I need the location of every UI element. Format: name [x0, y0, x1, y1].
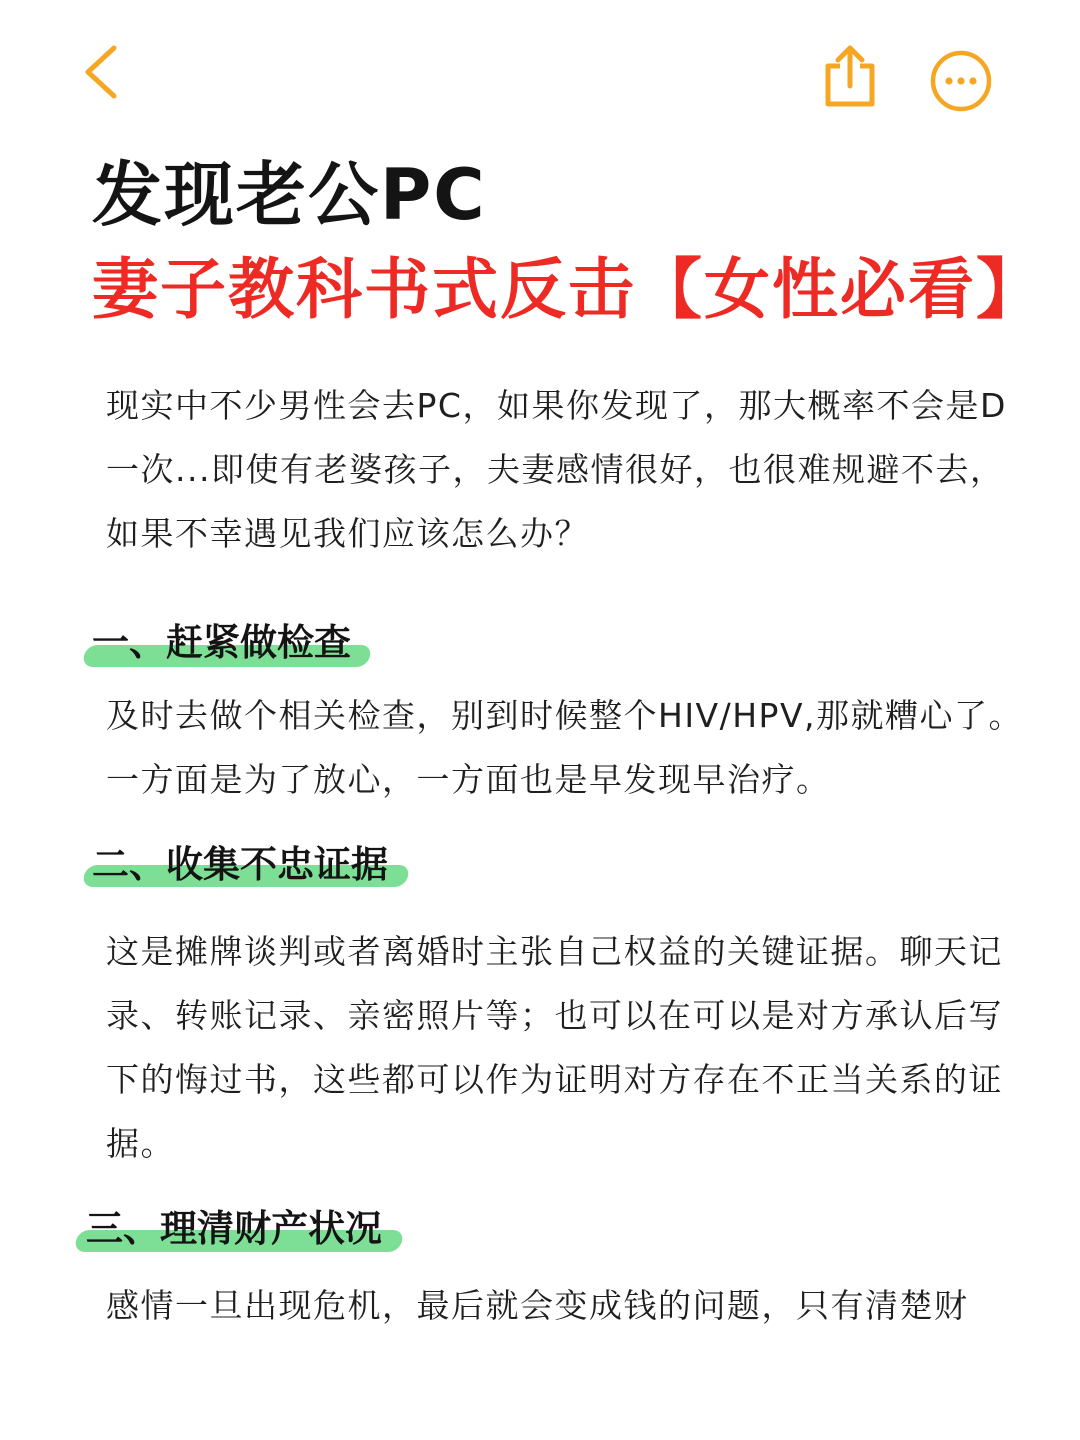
- intro-paragraph: 现实中不少男性会去PC，如果你发现了，那大概率不会是D一次...即使有老婆孩子，夫妻感情很好，也很难规避不去，如果不幸遇见我们应该怎么办？: [106, 386, 1007, 553]
- title-line-2: 妻子教科书式反击【女性必看】: [92, 251, 1044, 328]
- more-button[interactable]: [928, 48, 994, 114]
- back-button[interactable]: [78, 40, 128, 104]
- section-heading-1: [92, 618, 351, 668]
- title-line-1: 发现老公PC: [92, 154, 487, 236]
- section-body-1: 及时去做个相关检查，别到时候整个HIV/HPV,那就糟心了。一方面是为了放心，一方面也是早发现早治疗。: [106, 696, 1024, 799]
- section-body-2: 这是摊牌谈判或者离婚时主张自己权益的关键证据。聊天记录、转账记录、亲密照片等；也可以在可以是对方承认后写下的悔过书，这些都可以作为证明对方存在不正当关系的证据。: [106, 932, 1003, 1163]
- section-heading-3: [86, 1204, 382, 1254]
- section-heading-label: 一、赶紧做检查: [92, 621, 351, 664]
- section-heading-label: 二、收集不忠证据: [92, 843, 388, 886]
- section-body-3: 感情一旦出现危机，最后就会变成钱的问题，只有清楚财: [106, 1286, 969, 1325]
- share-button[interactable]: [818, 40, 882, 112]
- section-heading-label: 三、理清财产状况: [86, 1207, 382, 1250]
- more-options-icon: [928, 48, 994, 114]
- section-heading-2: [92, 840, 388, 890]
- share-icon: [818, 40, 882, 112]
- chevron-left-icon: [78, 40, 128, 104]
- top-navigation-bar: [0, 0, 1080, 150]
